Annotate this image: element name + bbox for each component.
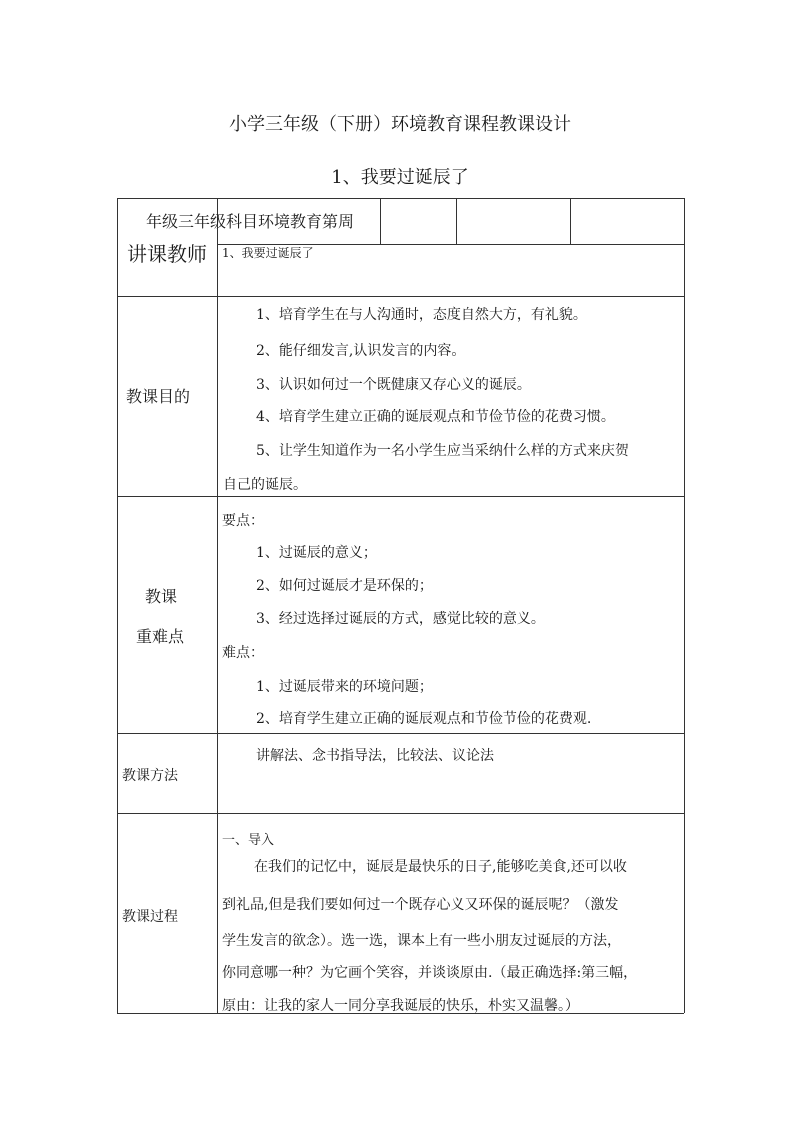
difficult-heading: 难点： (222, 645, 264, 661)
key-item: 1、过诞辰的意义； (256, 545, 377, 561)
teacher-label: 讲课教师 (127, 242, 207, 266)
process-label: 教课过程 (122, 909, 178, 925)
key-item: 2、如何过诞辰才是环保的； (256, 578, 433, 594)
key-heading: 要点： (222, 513, 264, 529)
objective-item: 4、培育学生建立正确的诞辰观点和节俭节俭的花费习惯。 (256, 409, 615, 425)
grade-subject-row: 年级三年级科目环境教育第周 (146, 212, 355, 231)
objective-item-continued: 自己的诞辰。 (223, 477, 307, 493)
objective-item: 3、认识如何过一个既健康又存心义的诞辰。 (256, 377, 531, 393)
document-title: 小学三年级（下册）环境教育课程教课设计 (229, 114, 571, 135)
key-item: 3、经过选择过诞辰的方式，感觉比较的意义。 (256, 611, 545, 627)
process-line: 原由：让我的家人一同分享我诞辰的快乐，朴实又温馨。） (222, 998, 579, 1014)
key-points-label-line1: 教课 (145, 587, 178, 606)
difficult-item: 1、过诞辰带来的环境问题； (256, 679, 433, 695)
process-heading: 一、导入 (222, 833, 275, 848)
process-line: 到礼品,但是我们要如何过一个既存心义又环保的诞辰呢？（激发 (222, 897, 619, 913)
process-line: 你同意哪一种？为它画个笑容，并谈谈原由.（最正确选择:第三幅， (222, 965, 638, 981)
topic-cell: 1、我要过诞辰了 (222, 246, 314, 260)
objective-item: 1、培育学生在与人沟通时，态度自然大方，有礼貌。 (256, 307, 587, 323)
methods-text: 讲解法、念书指导法，比较法、议论法 (256, 748, 494, 764)
objectives-label: 教课目的 (126, 387, 191, 406)
lesson-title: 1、我要过诞辰了 (331, 167, 469, 188)
objective-item: 5、让学生知道作为一名小学生应当采纳什么样的方式来庆贺 (256, 443, 629, 459)
difficult-item: 2、培育学生建立正确的诞辰观点和节俭节俭的花费观. (256, 711, 592, 727)
methods-label: 教课方法 (122, 768, 178, 784)
key-points-label-line2: 重难点 (136, 627, 185, 646)
process-line: 学生发言的欲念）。选一选，课本上有一些小朋友过诞辰的方法， (222, 933, 621, 949)
objective-item: 2、能仔细发言,认识发言的内容。 (256, 343, 466, 359)
process-line: 在我们的记忆中，诞辰是最快乐的日子,能够吃美食,还可以收 (254, 859, 627, 875)
